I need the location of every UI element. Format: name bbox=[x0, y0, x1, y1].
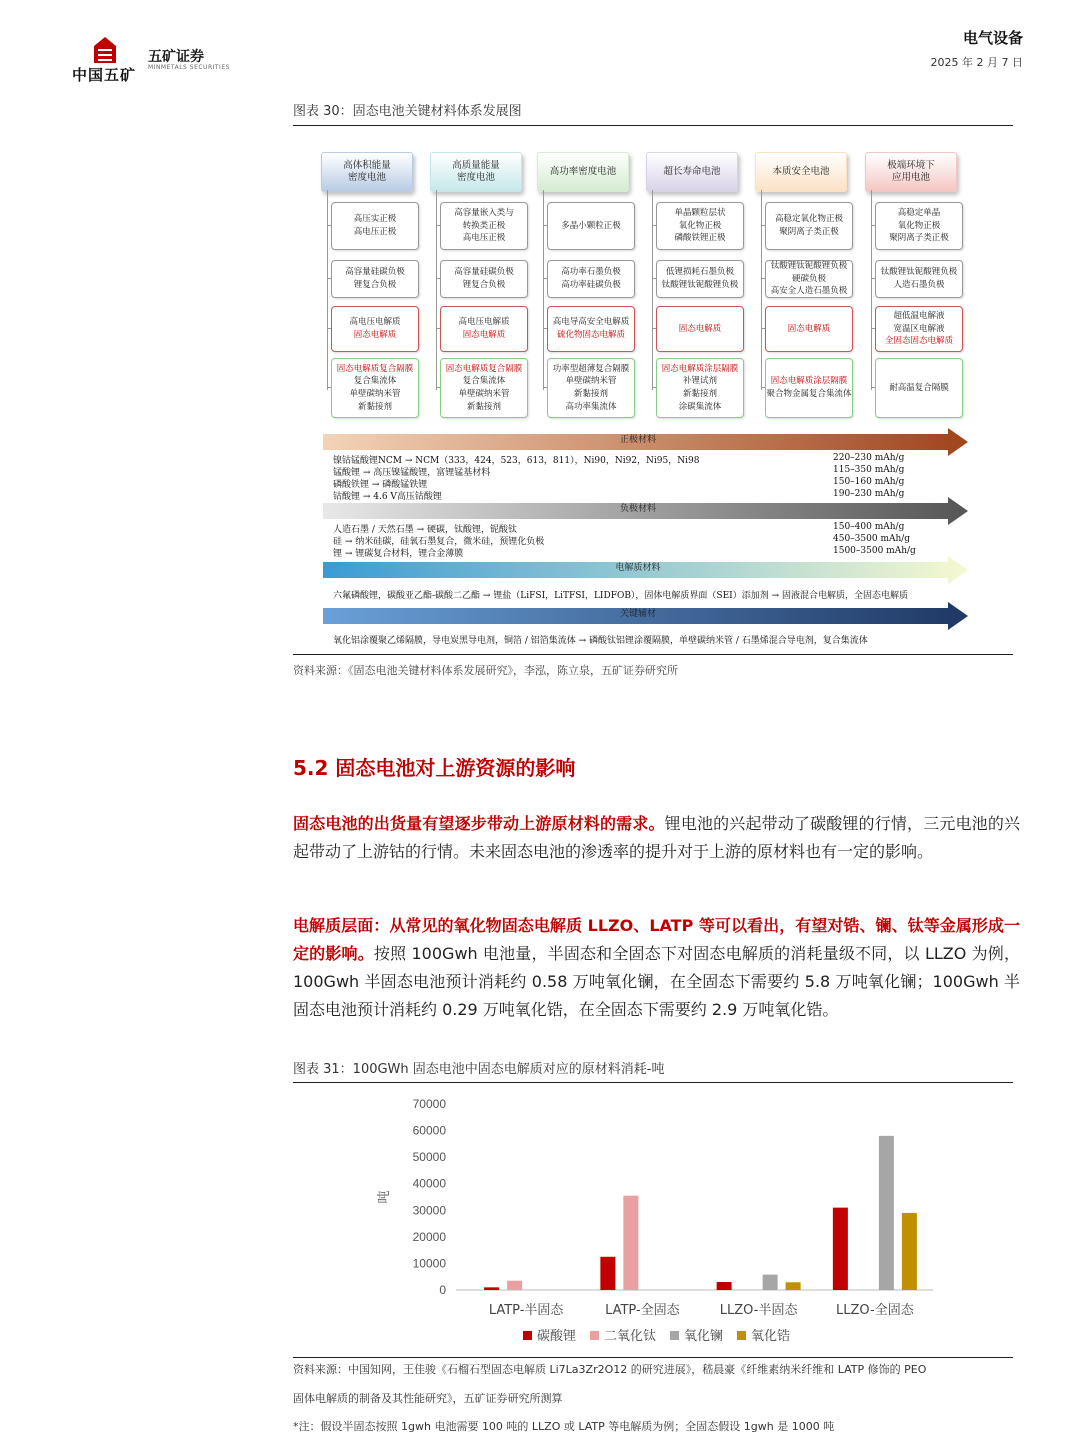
paragraph-1 bbox=[293, 810, 1020, 866]
material-cell: 固态电解质 bbox=[765, 306, 853, 352]
material-cell: 高容量嵌入类与 转换类正极 高电压正极 bbox=[440, 202, 528, 250]
raw-material-bar-chart bbox=[293, 1086, 1013, 1356]
anode-capacity: 450–3500 mAh/g bbox=[833, 534, 911, 544]
bar-碳酸锂 bbox=[600, 1257, 615, 1290]
material-cell: 耐高温复合隔膜 bbox=[875, 358, 963, 418]
material-cell: 固态电解质复合隔膜 复合集流体 单壁碳纳米管 新黏接剂 bbox=[440, 358, 528, 418]
electrolyte-arrow-label: 电解质材料 bbox=[615, 563, 661, 573]
y-tick-label: 10000 bbox=[412, 1256, 446, 1271]
bar-碳酸锂 bbox=[717, 1282, 732, 1290]
y-tick-label: 30000 bbox=[412, 1203, 446, 1218]
material-cell: 高压实正极 高电压正极 bbox=[331, 202, 419, 250]
legend-label: 氧化镧 bbox=[684, 1329, 724, 1344]
material-cell: 固态电解质 bbox=[656, 306, 744, 352]
legend-swatch bbox=[523, 1331, 532, 1340]
column-head-2: 高质量能量 密度电池 bbox=[430, 152, 522, 192]
material-cell: 固态电解质复合隔膜 复合集流体 单壁碳纳米管 新黏接剂 bbox=[331, 358, 419, 418]
x-category-label: LATP-全固态 bbox=[605, 1303, 680, 1318]
cathode-capacity: 115–350 mAh/g bbox=[833, 465, 905, 475]
material-cell: 高电导高安全电解质 硫化物固态电解质 bbox=[547, 306, 635, 352]
electrolyte-line: 六氟磷酸锂，碳酸亚乙酯-碳酸二乙酯 → 锂盐（LiFSI，LiTFSI，LIDFOB），固体电解质界面（SEI）添加剂 → 固液混合电解质，全固态电解质 bbox=[333, 591, 908, 601]
column-head-6: 极端环境下 应用电池 bbox=[865, 152, 957, 192]
y-tick-label: 60000 bbox=[412, 1123, 446, 1138]
auxiliary-arrow bbox=[323, 606, 953, 626]
cathode-line: 磷酸铁锂 → 磷酸锰铁锂 bbox=[333, 480, 428, 490]
material-cell: 功率型超薄复合隔膜 单壁碳纳米管 新黏接剂 高功率集流体 bbox=[547, 358, 635, 418]
material-cell: 钛酸锂钛铌酸锂负极 硬碳负极 高安全人造石墨负极 bbox=[765, 260, 853, 298]
anode-arrow bbox=[323, 501, 953, 521]
material-cell: 固态电解质涂层隔膜 补锂试剂 新黏接剂 涂碳集流体 bbox=[656, 358, 744, 418]
material-cell: 超低温电解液 宽温区电解液 全固态固态电解质 bbox=[875, 306, 963, 352]
material-cell: 高稳定氧化物正极 聚阴离子类正极 bbox=[765, 202, 853, 250]
cathode-line: 钴酸锂 → 4.6 V高压钴酸锂 bbox=[333, 492, 442, 502]
connector-line bbox=[327, 190, 328, 390]
material-cell: 低锂损耗石墨负极 钛酸锂钛铌酸锂负极 bbox=[656, 260, 744, 298]
material-system-diagram bbox=[293, 130, 1013, 650]
cathode-capacity: 190–230 mAh/g bbox=[833, 489, 905, 499]
anode-line: 硅 → 纳米硅碳，硅氧石墨复合，微米硅，预锂化负极 bbox=[333, 537, 545, 547]
figure30-source: 资料来源：《固态电池关键材料体系发展研究》，李泓，陈立泉，五矿证券研究所 bbox=[293, 664, 678, 677]
company-logo-icon bbox=[92, 36, 118, 64]
anode-capacity: 1500–3500 mAh/g bbox=[833, 546, 916, 556]
figure30-title: 图表 30：固态电池关键材料体系发展图 bbox=[293, 104, 522, 119]
connector-line bbox=[761, 190, 762, 390]
figure31-title: 图表 31：100GWh 固态电池中固态电解质对应的原材料消耗-吨 bbox=[293, 1062, 665, 1077]
bar-氧化锆 bbox=[786, 1282, 801, 1290]
cathode-arrow bbox=[323, 432, 953, 452]
auxiliary-arrow-label: 关键辅材 bbox=[619, 609, 656, 619]
industry-label: 电气设备 bbox=[962, 29, 1023, 47]
anode-arrow-label: 负极材料 bbox=[619, 504, 656, 514]
connector-line bbox=[543, 190, 544, 390]
connector-line bbox=[871, 190, 872, 390]
figure31-source-line2: 固体电解质的制备及其性能研究》，五矿证券研究所测算 bbox=[293, 1392, 563, 1405]
material-cell: 高容量硅碳负极 锂复合负极 bbox=[440, 260, 528, 298]
material-cell: 高电压电解质 固态电解质 bbox=[331, 306, 419, 352]
figure31-top-rule bbox=[293, 1082, 1013, 1083]
anode-line: 锂 → 锂碳复合材料，锂合金薄膜 bbox=[333, 549, 464, 559]
material-cell: 单晶颗粒层状 氧化物正极 磷酸铁锂正极 bbox=[656, 202, 744, 250]
column-head-3: 高功率密度电池 bbox=[537, 152, 629, 192]
cathode-line: 镍钴锰酸锂NCM → NCM（333，424，523，613，811），Ni90，Ni92，Ni95，Ni98 bbox=[333, 456, 700, 466]
figure30-top-rule bbox=[293, 125, 1013, 126]
paragraph-2-body: 按照 100Gwh 电池量，半固态和全固态下对固态电解质的消耗量级不同，以 LLZO 为例，100Gwh 半固态电池预计消耗约 0.58 万吨氧化镧，在全固态下需要约 5.8 万吨氧化镧；100Gwh 半固态电池预计消耗约 0.29 万吨氧化锆，在全固态下需要约 2.9 万吨氧化锆。 bbox=[293, 944, 1020, 1019]
company-logo-text: 中国五矿 bbox=[72, 66, 137, 84]
paragraph-1-highlight: 固态电池的出货量有望逐步带动上游原材料的需求。 bbox=[293, 814, 665, 833]
anode-line: 人造石墨 / 天然石墨 → 硬碳，钛酸锂，铌酸钛 bbox=[333, 525, 518, 535]
bar-氧化镧 bbox=[763, 1275, 778, 1290]
material-cell: 高电压电解质 固态电解质 bbox=[440, 306, 528, 352]
cathode-capacity: 220–230 mAh/g bbox=[833, 453, 905, 463]
electrolyte-arrow bbox=[323, 560, 953, 580]
bar-碳酸锂 bbox=[833, 1208, 848, 1290]
cathode-capacity: 150–160 mAh/g bbox=[833, 477, 905, 487]
figure31-source-line1: 资料来源：中国知网，王佳骏《石榴石型固态电解质 Li7La3Zr2O12 的研究进展》，嵇晨豪《纤维素纳米纤维和 LATP 修饰的 PEO bbox=[293, 1363, 927, 1376]
legend-label: 氧化锆 bbox=[751, 1329, 791, 1344]
figure30-bottom-rule bbox=[293, 654, 1013, 655]
section-title: 5.2 固态电池对上游资源的影响 bbox=[293, 756, 576, 780]
connector-line bbox=[652, 190, 653, 390]
paragraph-2 bbox=[293, 912, 1020, 1024]
bar-氧化镧 bbox=[879, 1136, 894, 1290]
securities-name: 五矿证券 bbox=[148, 49, 204, 65]
x-category-label: LATP-半固态 bbox=[488, 1303, 564, 1318]
column-head-4: 超长寿命电池 bbox=[646, 152, 738, 192]
legend-swatch bbox=[590, 1331, 599, 1340]
cathode-line: 锰酸锂 → 高压镍锰酸锂，富锂锰基材料 bbox=[333, 468, 491, 478]
column-head-5: 本质安全电池 bbox=[755, 152, 847, 192]
anode-capacity: 150–400 mAh/g bbox=[833, 522, 905, 532]
material-cell: 高功率石墨负极 高功率硅碳负极 bbox=[547, 260, 635, 298]
material-cell: 多晶小颗粒正极 bbox=[547, 202, 635, 250]
securities-en-name: MINMETALS SECURITIES bbox=[148, 64, 230, 71]
cathode-arrow-label: 正极材料 bbox=[619, 435, 656, 445]
legend-swatch bbox=[737, 1331, 746, 1340]
y-tick-label: 70000 bbox=[412, 1097, 446, 1111]
paragraph-2-highlight: 电解质层面：从常见的氧化物固态电解质 LLZO、LATP 等可以看出，有望对锆、镧、钛等金属形成一定的影响。 bbox=[293, 916, 1020, 963]
x-category-label: LLZO-全固态 bbox=[836, 1303, 914, 1318]
y-tick-label: 40000 bbox=[412, 1176, 446, 1191]
figure31-bottom-rule bbox=[293, 1357, 1013, 1358]
x-category-label: LLZO-半固态 bbox=[719, 1303, 798, 1318]
material-cell: 钛酸锂钛铌酸锂负极 人造石墨负极 bbox=[875, 260, 963, 298]
bar-氧化锆 bbox=[902, 1213, 917, 1290]
legend-label: 碳酸锂 bbox=[537, 1329, 577, 1344]
column-head-1: 高体积能量 密度电池 bbox=[321, 152, 413, 192]
legend-label: 二氧化钛 bbox=[604, 1329, 657, 1344]
y-axis-label: 吨 bbox=[377, 1190, 392, 1204]
y-tick-label: 20000 bbox=[412, 1229, 446, 1244]
material-cell: 固态电解质涂层隔膜 聚合物金属复合集流体 bbox=[765, 358, 853, 418]
auxiliary-line: 氧化铝涂覆聚乙烯隔膜，导电炭黑导电剂，铜箔 / 铝箔集流体 → 磷酸钛铝锂涂覆隔膜，单壁碳纳米管 / 石墨烯混合导电剂，复合集流体 bbox=[333, 636, 868, 646]
bar-二氧化钛 bbox=[507, 1281, 522, 1290]
connector-line bbox=[436, 190, 437, 390]
bar-碳酸锂 bbox=[484, 1287, 499, 1290]
material-cell: 高稳定单晶 氧化物正极 聚阴离子类正极 bbox=[875, 202, 963, 250]
y-tick-label: 50000 bbox=[412, 1150, 446, 1165]
legend-swatch bbox=[670, 1331, 679, 1340]
report-date: 2025 年 2 月 7 日 bbox=[930, 56, 1023, 69]
bar-二氧化钛 bbox=[623, 1196, 638, 1290]
paragraph-1-body: 锂电池的兴起带动了碳酸锂的行情，三元电池的兴起带动了上游钴的行情。未来固态电池的渗透率的提升对于上游的原材料也有一定的影响。 bbox=[293, 814, 1020, 861]
figure31-note: *注：假设半固态按照 1gwh 电池需要 100 吨的 LLZO 或 LATP 等电解质为例；全固态假设 1gwh 是 1000 吨 bbox=[293, 1420, 835, 1433]
material-cell: 高容量硅碳负极 锂复合负极 bbox=[331, 260, 419, 298]
y-tick-label: 0 bbox=[439, 1283, 446, 1297]
